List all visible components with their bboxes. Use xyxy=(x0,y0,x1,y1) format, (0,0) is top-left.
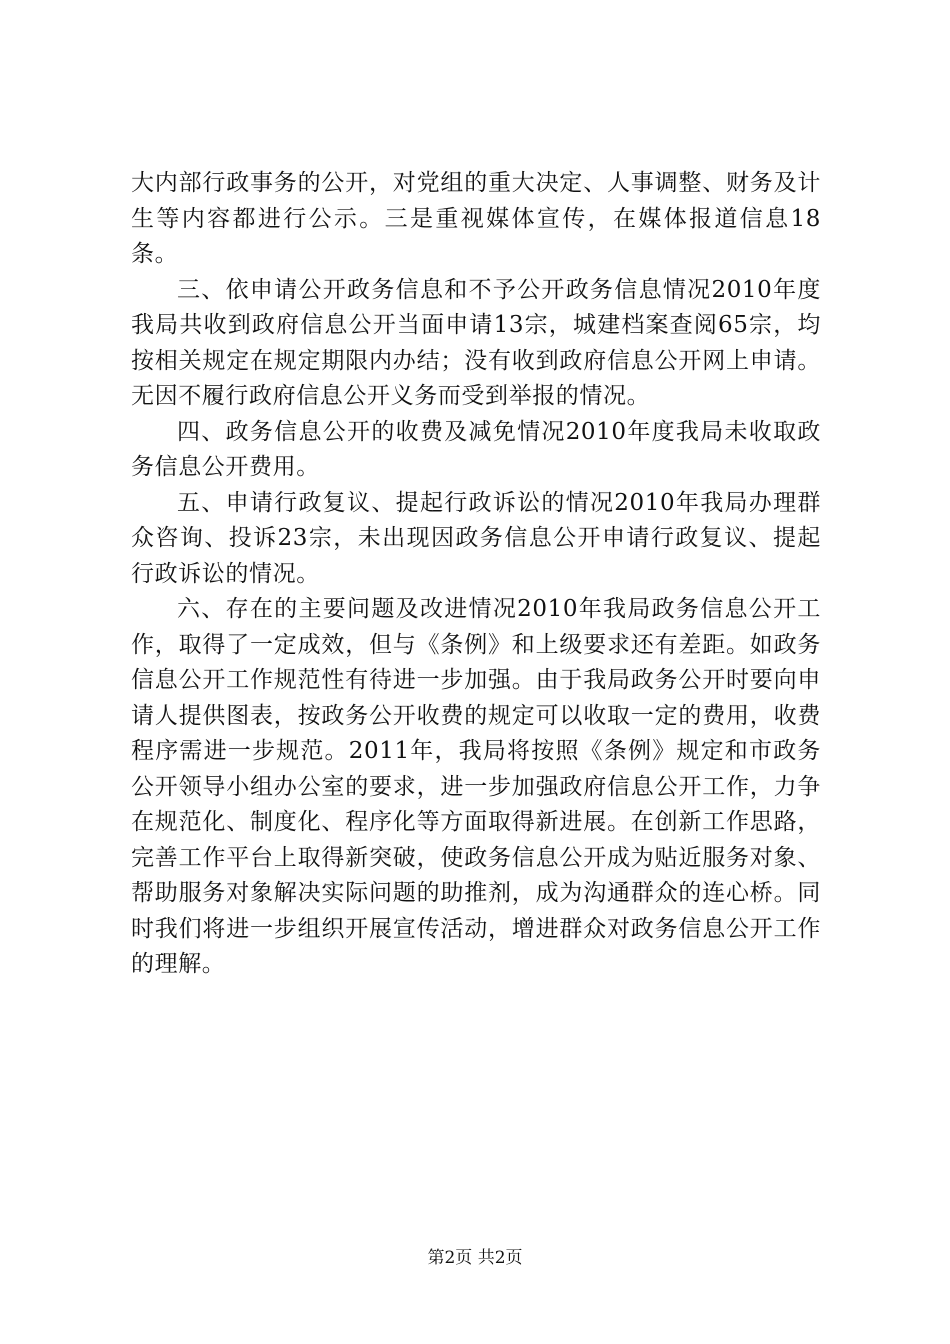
paragraph-section-3: 三、依申请公开政务信息和不予公开政务信息情况2010年度我局共收到政府信息公开当面申请13宗，城建档案查阅65宗，均按相关规定在规定期限内办结；没有收到政府信息公开网上申请。无因不履行政府信息公开义务而受到举报的情况。 xyxy=(131,276,821,409)
document-body xyxy=(131,166,821,983)
paragraph-section-6: 六、存在的主要问题及改进情况2010年我局政务信息公开工作，取得了一定成效，但与《条例》和上级要求还有差距。如政务信息公开工作规范性有待进一步加强。由于我局政务公开时要向申请人提供图表，按政务公开收费的规定可以收取一定的费用，收费程序需进一步规范。2011年，我局将按照《条例》规定和市政务公开领导小组办公室的要求，进一步加强政府信息公开工作，力争在规范化、制度化、程序化等方面取得新进展。在创新工作思路，完善工作平台上取得新突破，使政务信息公开成为贴近服务对象、帮助服务对象解决实际问题的助推剂，成为沟通群众的连心桥。同时我们将进一步组织开展宣传活动，增进群众对政务信息公开工作的理解。 xyxy=(131,596,821,977)
paragraph-section-5: 五、申请行政复议、提起行政诉讼的情况2010年我局办理群众咨询、投诉23宗，未出现因政务信息公开申请行政复议、提起行政诉讼的情况。 xyxy=(131,489,821,587)
page-number-footer: 第2页 共2页 xyxy=(427,1248,523,1268)
paragraph-section-4: 四、政务信息公开的收费及减免情况2010年度我局未收取政务信息公开费用。 xyxy=(131,418,821,480)
paragraph-continuation: 大内部行政事务的公开，对党组的重大决定、人事调整、财务及计生等内容都进行公示。三是重视媒体宣传，在媒体报道信息18条。 xyxy=(131,170,821,267)
